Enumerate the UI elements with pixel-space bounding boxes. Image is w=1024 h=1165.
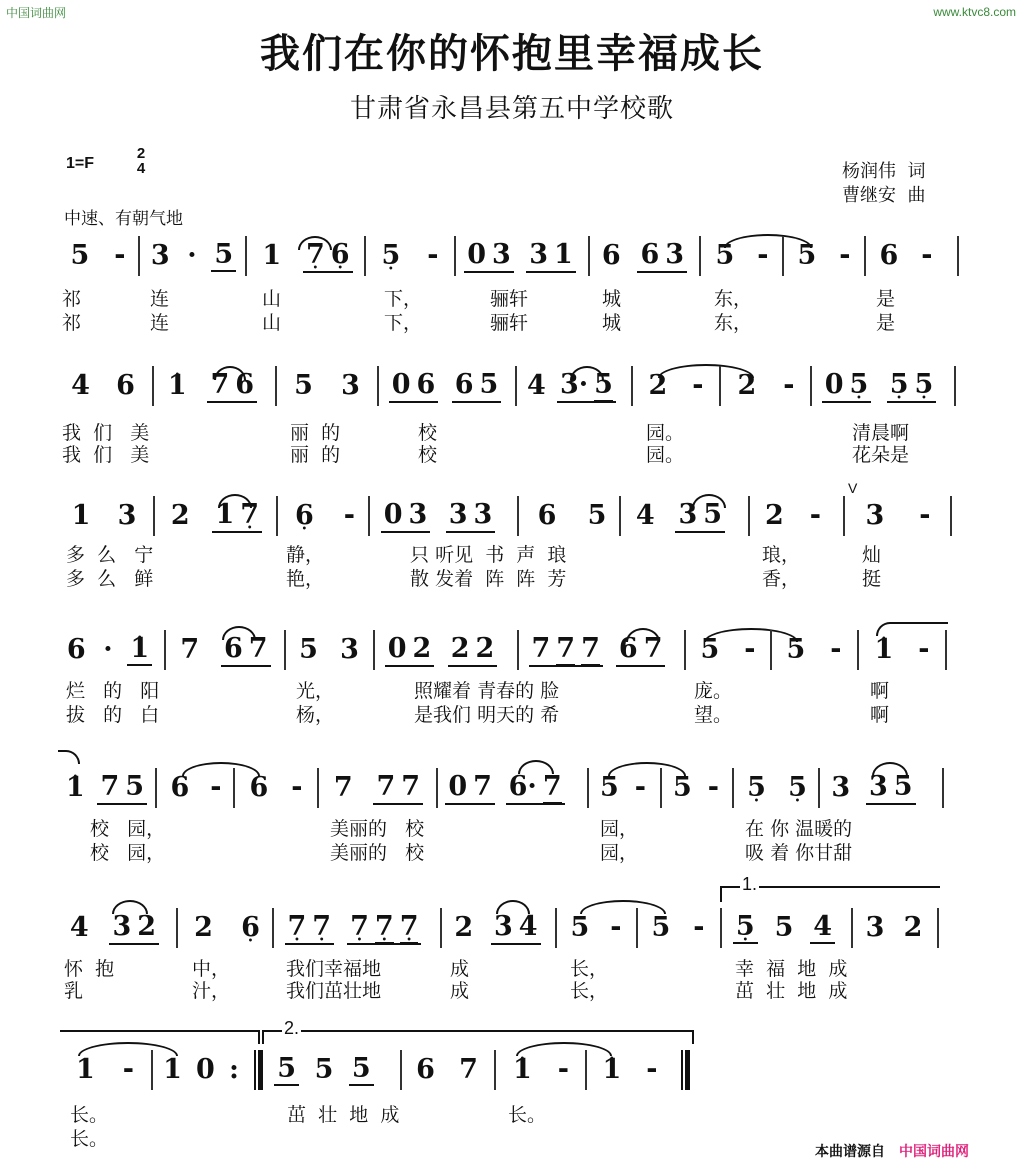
lyric-syllable: 丽 的: [290, 422, 341, 444]
lyric-syllable: 山: [262, 288, 282, 310]
lyric-syllable: 幸 福 地 成: [735, 958, 848, 980]
lyric-syllable: 长，: [570, 980, 609, 1002]
lyric-syllable: 是: [876, 288, 896, 310]
lyric-syllable: 校: [418, 422, 438, 444]
measure: 5 • 5 4: [726, 906, 842, 950]
lyric-syllable: 园，: [600, 818, 639, 840]
lyric-verse-2: 多 么 鲜: [66, 568, 154, 590]
lyric-syllable: 挺: [862, 568, 882, 590]
lyric-syllable: 下，: [384, 312, 423, 334]
lyric-syllable: 花朵是: [852, 444, 910, 466]
lyric-syllable: 茁 壮 地 成: [287, 1104, 400, 1126]
lyric-verse-1: 祁: [62, 288, 82, 310]
lyric-verse-2: 我 们 美: [62, 444, 150, 466]
measure: 4 3 2: [58, 906, 168, 950]
measure: 7 • 7 • 7 • 7 • 7 •: [278, 906, 428, 950]
time-signature-top: 2: [136, 145, 146, 162]
lyric-syllable: 美丽的 校: [330, 818, 425, 840]
measure: 5 • -: [368, 234, 452, 278]
lyric-syllable: 成: [450, 958, 470, 980]
measure: 6 • -: [280, 494, 370, 538]
measure: 1 0 :: [163, 1054, 239, 1085]
time-signature: [132, 146, 150, 176]
key-signature: 1=F: [66, 155, 95, 172]
measure: 3 · 5: [142, 234, 242, 278]
lyric-syllable: 园。: [646, 422, 685, 444]
measure: 6 · • 1: [58, 628, 158, 672]
lyric-syllable: 美丽的 校: [330, 842, 425, 864]
lyric-syllable: 是我们 明天的 希: [414, 704, 560, 726]
lyric-syllable: 啊: [870, 680, 890, 702]
lyric-syllable: 我们茁壮地: [286, 980, 382, 1002]
volta-2: 2.: [262, 1030, 694, 1044]
measure: 4 3· 5: [520, 364, 620, 408]
lyric-syllable: 成: [450, 980, 470, 1002]
measure: 7 7 7 6 7: [522, 628, 672, 672]
lyric-syllable: 连: [150, 288, 170, 310]
lyric-verse-2: 长。: [70, 1128, 109, 1150]
lyric-verse-2: 祁: [62, 312, 82, 334]
lyric-syllable: 长。: [508, 1104, 547, 1126]
measure: • 1 7 6: [156, 364, 266, 408]
measure: 6 -: [879, 240, 933, 271]
measure: 7 7 7: [322, 766, 432, 810]
lyric-verse-2: 乳: [64, 980, 84, 1002]
score-row-6: [0, 874, 1024, 1020]
measure: 1 -: [75, 1054, 134, 1085]
measure: 0 6 6 5: [382, 364, 508, 408]
lyric-verse-1: 怀 抱: [64, 958, 115, 980]
lyric-syllable: 东，: [714, 288, 753, 310]
measure: 0 3 3 1: [458, 234, 582, 278]
repeat-end-barline: [258, 1050, 263, 1090]
score-row-4: [0, 622, 1024, 742]
lyric-syllable: 琅，: [762, 544, 801, 566]
breath-mark-icon: V: [848, 480, 858, 496]
measure: 6 5: [537, 500, 607, 531]
measure: 5 -: [599, 772, 646, 803]
lyric-syllable: 连: [150, 312, 170, 334]
source-site-link[interactable]: 中国词曲网: [899, 1144, 969, 1160]
staff-line: [0, 900, 1024, 960]
staff-line: [0, 358, 1024, 418]
measure: 5 -: [651, 912, 705, 943]
lyric-syllable: 杨，: [296, 704, 335, 726]
source-credit: [815, 1141, 969, 1161]
staff-line: [0, 228, 1024, 288]
measure: 5 -: [797, 240, 851, 271]
lyric-syllable: 城: [602, 288, 622, 310]
song-title: 我们在你的怀抱里幸福成长: [260, 30, 764, 77]
lyric-syllable: 丽 的: [290, 444, 341, 466]
watermark-url: www.ktvc8.com: [933, 5, 1016, 19]
lyric-syllable: 骊轩: [490, 288, 529, 310]
measure: • 1 -: [500, 1048, 582, 1092]
lyric-syllable: 吸 着 你甘甜: [745, 842, 853, 864]
measure: 4 3 5: [624, 494, 734, 538]
lyric-verse-1: 长。: [70, 1104, 109, 1126]
lyric-syllable: 是: [876, 312, 896, 334]
lyric-syllable: 园，: [600, 842, 639, 864]
measure: 5 -: [786, 634, 842, 665]
watermark-left: 中国词曲网: [6, 6, 67, 20]
measure: 5 • 5 •: [736, 766, 818, 810]
lyric-syllable: 茁 壮 地 成: [735, 980, 848, 1002]
measure: 7 6 7: [168, 628, 280, 672]
volta-1: 1.: [720, 886, 940, 902]
lyric-verse-2: 拔 的 白: [66, 704, 160, 726]
measure: 1 7 • 6 •: [250, 234, 362, 278]
measure: 5 -: [700, 634, 756, 665]
measure: 2 -: [648, 370, 704, 401]
song-subtitle: 甘肃省永昌县第五中学校歌: [349, 94, 674, 124]
measure: 2 -: [737, 370, 795, 401]
lyric-syllable: 香，: [762, 568, 801, 590]
lyric-verse-1: 校 园，: [90, 818, 166, 840]
measure: 6 7: [416, 1054, 478, 1085]
lyric-syllable: 下，: [384, 288, 423, 310]
measure: 5 -: [672, 772, 719, 803]
lyric-syllable: 散 发着 阵 阵 芳: [410, 568, 567, 590]
lyric-syllable: 城: [602, 312, 622, 334]
measure: 1 3: [71, 500, 137, 531]
lyric-syllable: 我们幸福地: [286, 958, 382, 980]
measure: 6 -: [249, 772, 303, 803]
score-row-5: [0, 760, 1024, 880]
measure: • 1 -: [862, 628, 942, 672]
lyric-syllable: 山: [262, 312, 282, 334]
lyric-syllable: 庞。: [694, 680, 733, 702]
measure: • 1 -: [590, 1048, 670, 1092]
final-barline: [685, 1050, 690, 1090]
tempo-marking: 中速、有朝气地: [64, 209, 183, 229]
measure: 3 -: [865, 500, 931, 531]
score-row-3: [0, 480, 1024, 608]
score-row-2: [0, 358, 1024, 478]
lyric-syllable: 光，: [296, 680, 335, 702]
lyric-syllable: 东，: [714, 312, 753, 334]
measure: 5 5 5: [268, 1048, 380, 1092]
measure: 0 3 3 3: [373, 494, 503, 538]
lyric-syllable: 啊: [870, 704, 890, 726]
accent-note: 5 •: [744, 773, 769, 803]
lyric-syllable: 照耀着 青春的 脸: [414, 680, 560, 702]
measure: 5 -: [570, 912, 622, 943]
lyric-syllable: 在 你 温暖的: [745, 818, 853, 840]
lyric-syllable: 清晨啊: [852, 422, 910, 444]
composer: 曹继安 曲: [842, 185, 926, 206]
measure: 3 2: [865, 912, 923, 943]
measure: 5 -: [70, 240, 126, 271]
measure: 6 6 3: [592, 234, 694, 278]
measure: 5 3: [299, 634, 359, 665]
measure: 2 1 7 •: [158, 494, 272, 538]
lyric-syllable: 长，: [570, 958, 609, 980]
measure: • 1 7 5: [58, 766, 152, 810]
measure: 3 3 5: [822, 766, 922, 810]
measure: 5 3: [294, 370, 360, 401]
lyricist: 杨润伟 词: [842, 161, 926, 182]
staff-line: [0, 1042, 1024, 1102]
measure: 2 6 •: [180, 906, 274, 950]
lyric-verse-1: 我 们 美: [62, 422, 150, 444]
lyric-syllable: 灿: [862, 544, 882, 566]
measure: 5 -: [715, 240, 769, 271]
lyric-verse-1: 烂 的 阳: [66, 680, 160, 702]
lyric-syllable: 骊轩: [490, 312, 529, 334]
lyric-syllable: 只 听见 书 声 琅: [410, 544, 567, 566]
credits: [842, 160, 925, 208]
measure: 2 -: [764, 500, 821, 531]
lyric-syllable: 艳，: [286, 568, 325, 590]
measure: 6 -: [170, 772, 222, 803]
lyric-syllable: 园。: [646, 444, 685, 466]
staff-line: [0, 480, 1024, 548]
lyric-syllable: 校: [418, 444, 438, 466]
source-label: 本曲谱源自: [815, 1144, 885, 1160]
lyric-syllable: 静，: [286, 544, 325, 566]
lyric-syllable: 中，: [192, 958, 231, 980]
measure: 0 5 • 5 • 5 •: [814, 364, 944, 408]
measure: 0 2 2 2: [378, 628, 504, 672]
score-row-1: [0, 228, 1024, 348]
lyric-syllable: 汁，: [192, 980, 231, 1002]
measure: 4 6: [71, 370, 135, 401]
lyric-verse-2: 校 园，: [90, 842, 166, 864]
measure: 0 7 6· 7: [440, 766, 570, 810]
staff-line: [0, 622, 1024, 682]
staff-line: [0, 760, 1024, 820]
measure: 2 3 4: [444, 906, 548, 950]
lyric-verse-1: 多 么 宁: [66, 544, 154, 566]
time-signature-bottom: 4: [136, 160, 146, 177]
lyric-syllable: 望。: [694, 704, 733, 726]
